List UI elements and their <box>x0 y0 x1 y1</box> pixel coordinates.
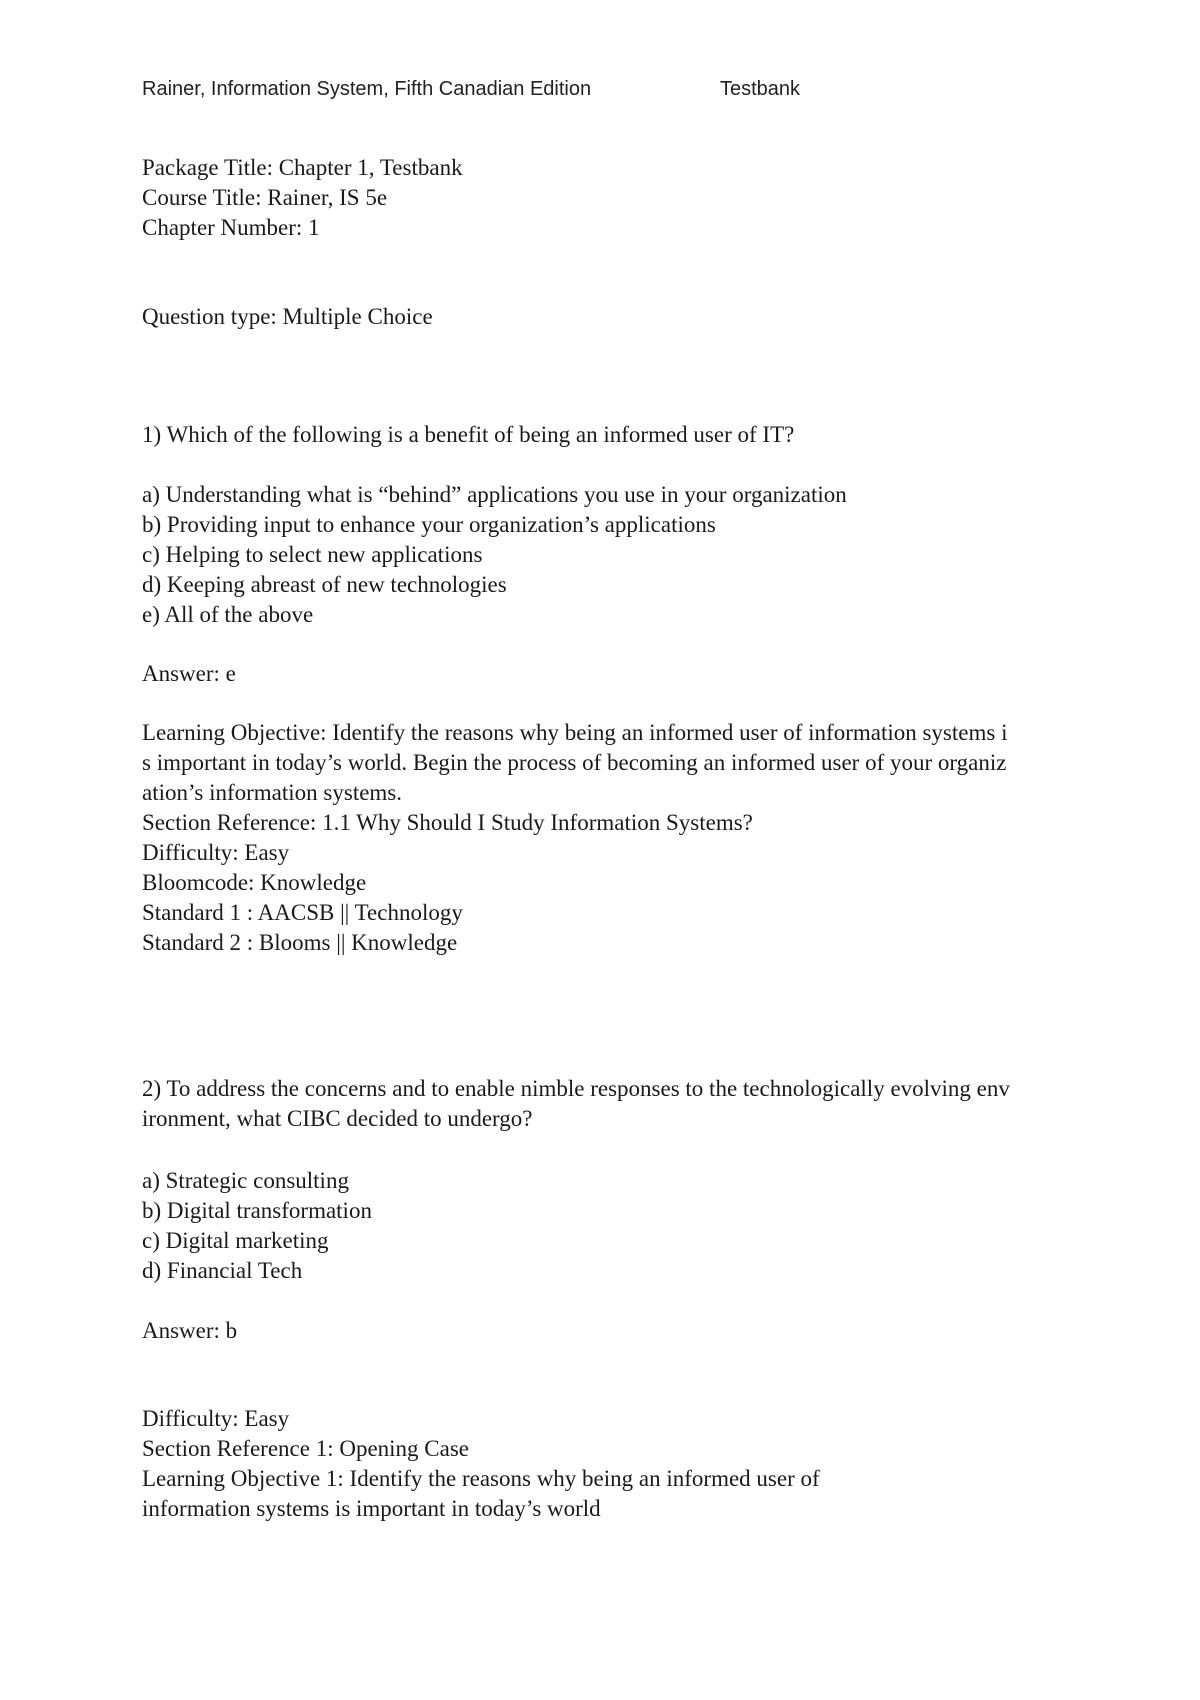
question-1-metadata <box>142 718 1072 958</box>
question-type <box>142 302 1072 332</box>
option-d: d) Keeping abreast of new technologies <box>142 572 507 597</box>
option-d: d) Financial Tech <box>142 1258 303 1283</box>
page-header <box>142 78 1042 108</box>
option-a: a) Understanding what is “behind” applications you use in your organization <box>142 482 847 507</box>
header-book-title: Rainer, Information System, Fifth Canadian Edition <box>142 78 592 100</box>
question-1-text: 1) Which of the following is a benefit of being an informed user of IT? <box>142 422 795 447</box>
question-2-text-line: ironment, what CIBC decided to undergo? <box>142 1106 533 1131</box>
option-c: c) Digital marketing <box>142 1228 329 1253</box>
package-title: Package Title: Chapter 1, Testbank <box>142 155 463 180</box>
difficulty: Difficulty: Easy <box>142 840 290 865</box>
header-testbank-label: Testbank <box>720 78 801 100</box>
option-b: b) Providing input to enhance your organization’s applications <box>142 512 716 537</box>
option-b: b) Digital transformation <box>142 1198 372 1223</box>
package-meta <box>142 153 1072 243</box>
learning-objective-line: information systems is important in today’s world <box>142 1496 601 1521</box>
section-reference: Section Reference 1: Opening Case <box>142 1436 469 1461</box>
question-2-answer <box>142 1316 1072 1346</box>
standard-2: Standard 2 : Blooms || Knowledge <box>142 930 458 955</box>
question-2-metadata <box>142 1404 1072 1524</box>
question-type-text: Question type: Multiple Choice <box>142 304 433 329</box>
question-1-stem <box>142 420 1072 450</box>
chapter-number: Chapter Number: 1 <box>142 215 320 240</box>
question-2-stem <box>142 1074 1072 1134</box>
option-e: e) All of the above <box>142 602 314 627</box>
question-1-answer <box>142 659 1072 689</box>
bloomcode: Bloomcode: Knowledge <box>142 870 367 895</box>
question-1-options <box>142 480 1072 630</box>
option-c: c) Helping to select new applications <box>142 542 483 567</box>
answer-text: Answer: e <box>142 661 236 686</box>
section-reference: Section Reference: 1.1 Why Should I Study Information Systems? <box>142 810 753 835</box>
learning-objective-line: Learning Objective: Identify the reasons why being an informed user of information systems i <box>142 720 1008 745</box>
learning-objective-line: Learning Objective 1: Identify the reasons why being an informed user of <box>142 1466 820 1491</box>
difficulty: Difficulty: Easy <box>142 1406 290 1431</box>
standard-1: Standard 1 : AACSB || Technology <box>142 900 463 925</box>
option-a: a) Strategic consulting <box>142 1168 349 1193</box>
answer-text: Answer: b <box>142 1318 238 1343</box>
question-2-options <box>142 1166 1072 1286</box>
question-2-text-line: 2) To address the concerns and to enable nimble responses to the technologically evolving env <box>142 1076 1010 1101</box>
learning-objective-line: ation’s information systems. <box>142 780 403 805</box>
course-title: Course Title: Rainer, IS 5e <box>142 185 388 210</box>
learning-objective-line: s important in today’s world. Begin the process of becoming an informed user of your organiz <box>142 750 1007 775</box>
